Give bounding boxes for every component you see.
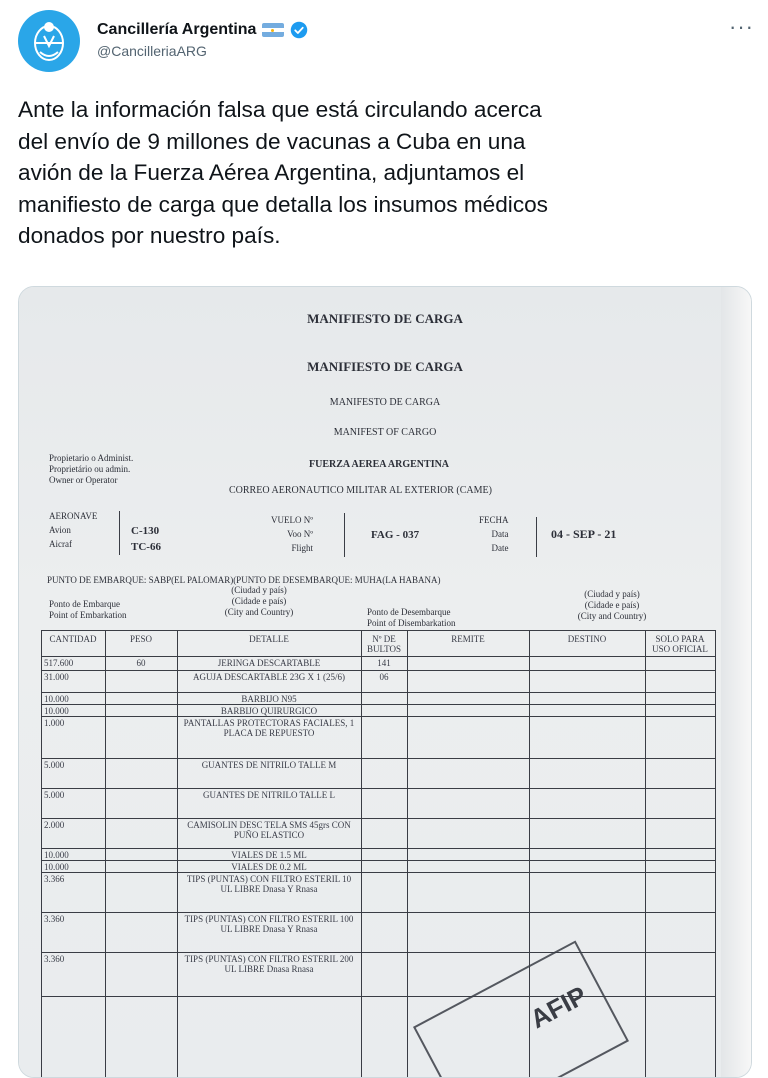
table-cell-qty: 31.000 [44,672,69,682]
table-row-divider [41,818,715,819]
table-cell-qty: 517.600 [44,658,74,668]
table-cell-bultos: 06 [379,672,389,682]
table-cell-detail: CAMISOLIN DESC TELA SMS 45grs CON PUÑO ELASTICO [187,820,351,840]
table-cell-weight: 60 [136,658,146,668]
table-header-cell: PESO [129,634,152,644]
embarque-label: Ponto de Embarque Point of Embarkation [49,599,127,620]
verified-badge-icon [290,21,308,39]
vuelo-label: VUELO Nº Voo Nº Flight [271,515,314,553]
table-cell-qty: 5.000 [44,790,65,800]
table-col-divider [715,630,716,1078]
argentina-flag-icon [262,23,284,37]
table-cell-detail: GUANTES DE NITRILO TALLE M [201,760,337,770]
table-cell-detail: TIPS (PUNTAS) CON FILTRO ESTERIL 100 UL LIBRE Dnasa Y Rnasa [184,914,354,934]
aeronave-value: C-130 TC-66 [131,525,161,553]
table-cell-qty: 10.000 [44,706,69,716]
table-cell-detail: VIALES DE 0.2 ML [231,862,307,872]
table-row-divider [41,860,715,861]
table-row-divider [41,996,715,997]
table-row-divider [41,716,715,717]
cargo-manifest-photo [19,287,751,1077]
fecha-label: FECHA Data Date [479,515,509,553]
embarque-line: PUNTO DE EMBARQUE: SABP(EL PALOMAR)(PUNTO DE DESEMBARQUE: MUHA(LA HABANA) [47,575,441,585]
table-col-divider [41,630,42,1078]
display-name[interactable]: Cancillería Argentina [97,21,257,38]
coat-of-arms-icon [24,16,74,66]
table-col-divider [105,630,106,1078]
table-cell-qty: 3.360 [44,954,65,964]
table-cell-qty: 2.000 [44,820,65,830]
table-col-divider [361,630,362,1078]
table-cell-detail: AGUJA DESCARTABLE 23G X 1 (25/6) [193,672,345,682]
table-row-divider [41,872,715,873]
user-handle[interactable]: @CancilleriaARG [97,43,207,59]
table-cell-qty: 10.000 [44,850,69,860]
table-row-divider [41,952,715,953]
table-cell-detail: BARBIJO QUIRURGICO [220,706,318,716]
table-header-cell: DETALLE [249,634,289,644]
table-cell-qty: 5.000 [44,760,65,770]
table-row-divider [41,848,715,849]
table-row-divider [41,656,715,657]
aeronave-label: AERONAVE Avion Aicraf [49,511,98,549]
table-header-cell: DESTINO [567,634,607,644]
table-cell-qty: 10.000 [44,862,69,872]
table-cell-detail: TIPS (PUNTAS) CON FILTRO ESTERIL 200 UL LIBRE Dnasa Rnasa [184,954,354,974]
tweet-image[interactable] [18,286,752,1078]
table-row-divider [41,758,715,759]
more-options-button[interactable]: ··· [729,14,754,39]
table-cell-detail: PANTALLAS PROTECTORAS FACIALES, 1 PLACA DE REPUESTO [183,718,355,738]
table-row-divider [41,630,715,631]
avatar[interactable] [18,10,80,72]
table-cell-qty: 1.000 [44,718,65,728]
table-cell-detail: TIPS (PUNTAS) CON FILTRO ESTERIL 10 UL LIBRE Dnasa Y Rnasa [186,874,352,894]
table-cell-qty: 10.000 [44,694,69,704]
table-col-divider [407,630,408,1078]
fecha-value: 04 - SEP - 21 [551,527,617,541]
doc-title-1: MANIFIESTO DE CARGA [307,311,463,326]
table-cell-qty: 3.360 [44,914,65,924]
table-header-cell: REMITE [451,634,485,644]
table-cell-detail: BARBIJO N95 [241,694,297,704]
vuelo-value: FAG - 037 [371,529,420,541]
desembarque-label: Ponto de Desembarque Point of Disembarkation [367,607,456,628]
table-cell-detail: VIALES DE 1.5 ML [231,850,307,860]
table-row-divider [41,912,715,913]
operator-service: CORREO AERONAUTICO MILITAR AL EXTERIOR (CAME) [229,485,492,496]
tweet-header [18,10,758,74]
table-header-cell: SOLO PARA USO OFICIAL [652,634,708,654]
table-header-cell: CANTIDAD [49,634,97,644]
table-row-divider [41,692,715,693]
table-cell-qty: 3.366 [44,874,65,884]
table-col-divider [177,630,178,1078]
stamp-label: AFIP [525,979,592,1035]
doc-title-4: MANIFEST OF CARGO [333,427,437,438]
city-left-label: (Ciudad y país) (Cidade e país) (City and Country) [224,585,294,617]
table-cell-detail: JERINGA DESCARTABLE [217,658,321,668]
table-row-divider [41,788,715,789]
table-row-divider [41,670,715,671]
doc-title-2: MANIFIESTO DE CARGA [307,359,463,374]
owner-label: Propietario o Administ. Proprietário ou admin. Owner or Operator [49,453,134,485]
table-row-divider [41,704,715,705]
doc-title-3: MANIFESTO DE CARGA [329,397,441,408]
operator-name: FUERZA AEREA ARGENTINA [309,459,450,470]
table-header-cell: Nº DE BULTOS [366,634,401,654]
table-cell-detail: GUANTES DE NITRILO TALLE L [202,790,336,800]
table-col-divider [645,630,646,1078]
manifest-table [41,630,715,1078]
table-cell-bultos: 141 [377,658,391,668]
city-right-label: (Ciudad y país) (Cidade e país) (City and Country) [577,589,647,621]
tweet-text: Ante la información falsa que está circulando acerca del envío de 9 millones de vacunas a Cuba en una avión de la Fuerza Aérea Argentina, adjuntamos el manifiesto de carga que detalla los insumos médicos donados por nuestro país. [18,97,548,249]
